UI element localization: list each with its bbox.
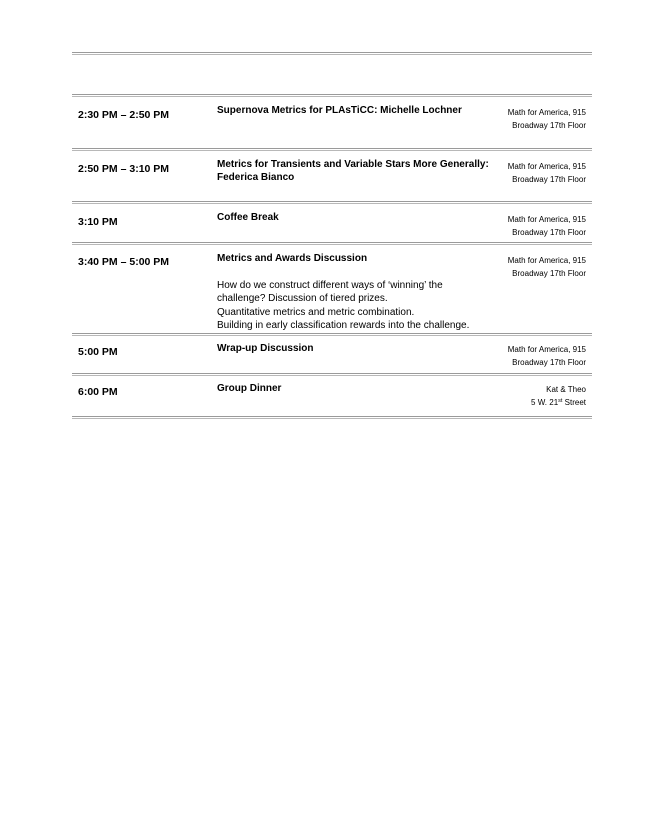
session-time: 2:50 PM – 3:10 PM — [78, 163, 170, 175]
session-details: How do we construct different ways of ‘winning’ the challenge? Discussion of tiered prizes. Quantitative metrics and metric combination. Building in early classification rewards into the challenge. — [217, 280, 470, 332]
session-time: 2:30 PM – 2:50 PM — [78, 109, 170, 121]
session-title: Supernova Metrics for PLAsTiCC: Michelle Lochner — [217, 105, 462, 116]
session-title: Metrics for Transients and Variable Stars More Generally: Federica Bianco — [217, 159, 489, 183]
session-location: Math for America, 915 Broadway 17th Floor — [507, 108, 586, 130]
session-location: Math for America, 915 Broadway 17th Floor — [507, 162, 586, 184]
session-time: 3:10 PM — [78, 216, 118, 228]
session-title: Metrics and Awards Discussion — [217, 253, 368, 264]
session-location: Math for America, 915 Broadway 17th Floor — [507, 256, 586, 278]
schedule-row — [72, 245, 592, 333]
schedule-row — [72, 151, 592, 201]
session-location: Math for America, 915 Broadway 17th Floor — [507, 345, 586, 367]
session-title: Group Dinner — [217, 383, 282, 394]
street-address: 5 W. 21st Street — [531, 398, 586, 407]
schedule-row — [72, 204, 592, 242]
session-time: 5:00 PM — [78, 346, 118, 358]
session-time: 3:40 PM – 5:00 PM — [78, 256, 170, 268]
schedule-row — [72, 336, 592, 373]
top-divider — [72, 52, 592, 55]
session-location: Kat & Theo 5 W. 21st Street — [476, 383, 586, 409]
session-location: Math for America, 915 Broadway 17th Floor — [507, 215, 586, 237]
session-time: 6:00 PM — [78, 386, 118, 398]
session-title: Wrap-up Discussion — [217, 343, 314, 354]
session-title: Coffee Break — [217, 212, 279, 223]
schedule-row — [72, 97, 592, 147]
schedule-table-bottom-border — [72, 416, 592, 419]
schedule-row — [72, 376, 592, 416]
